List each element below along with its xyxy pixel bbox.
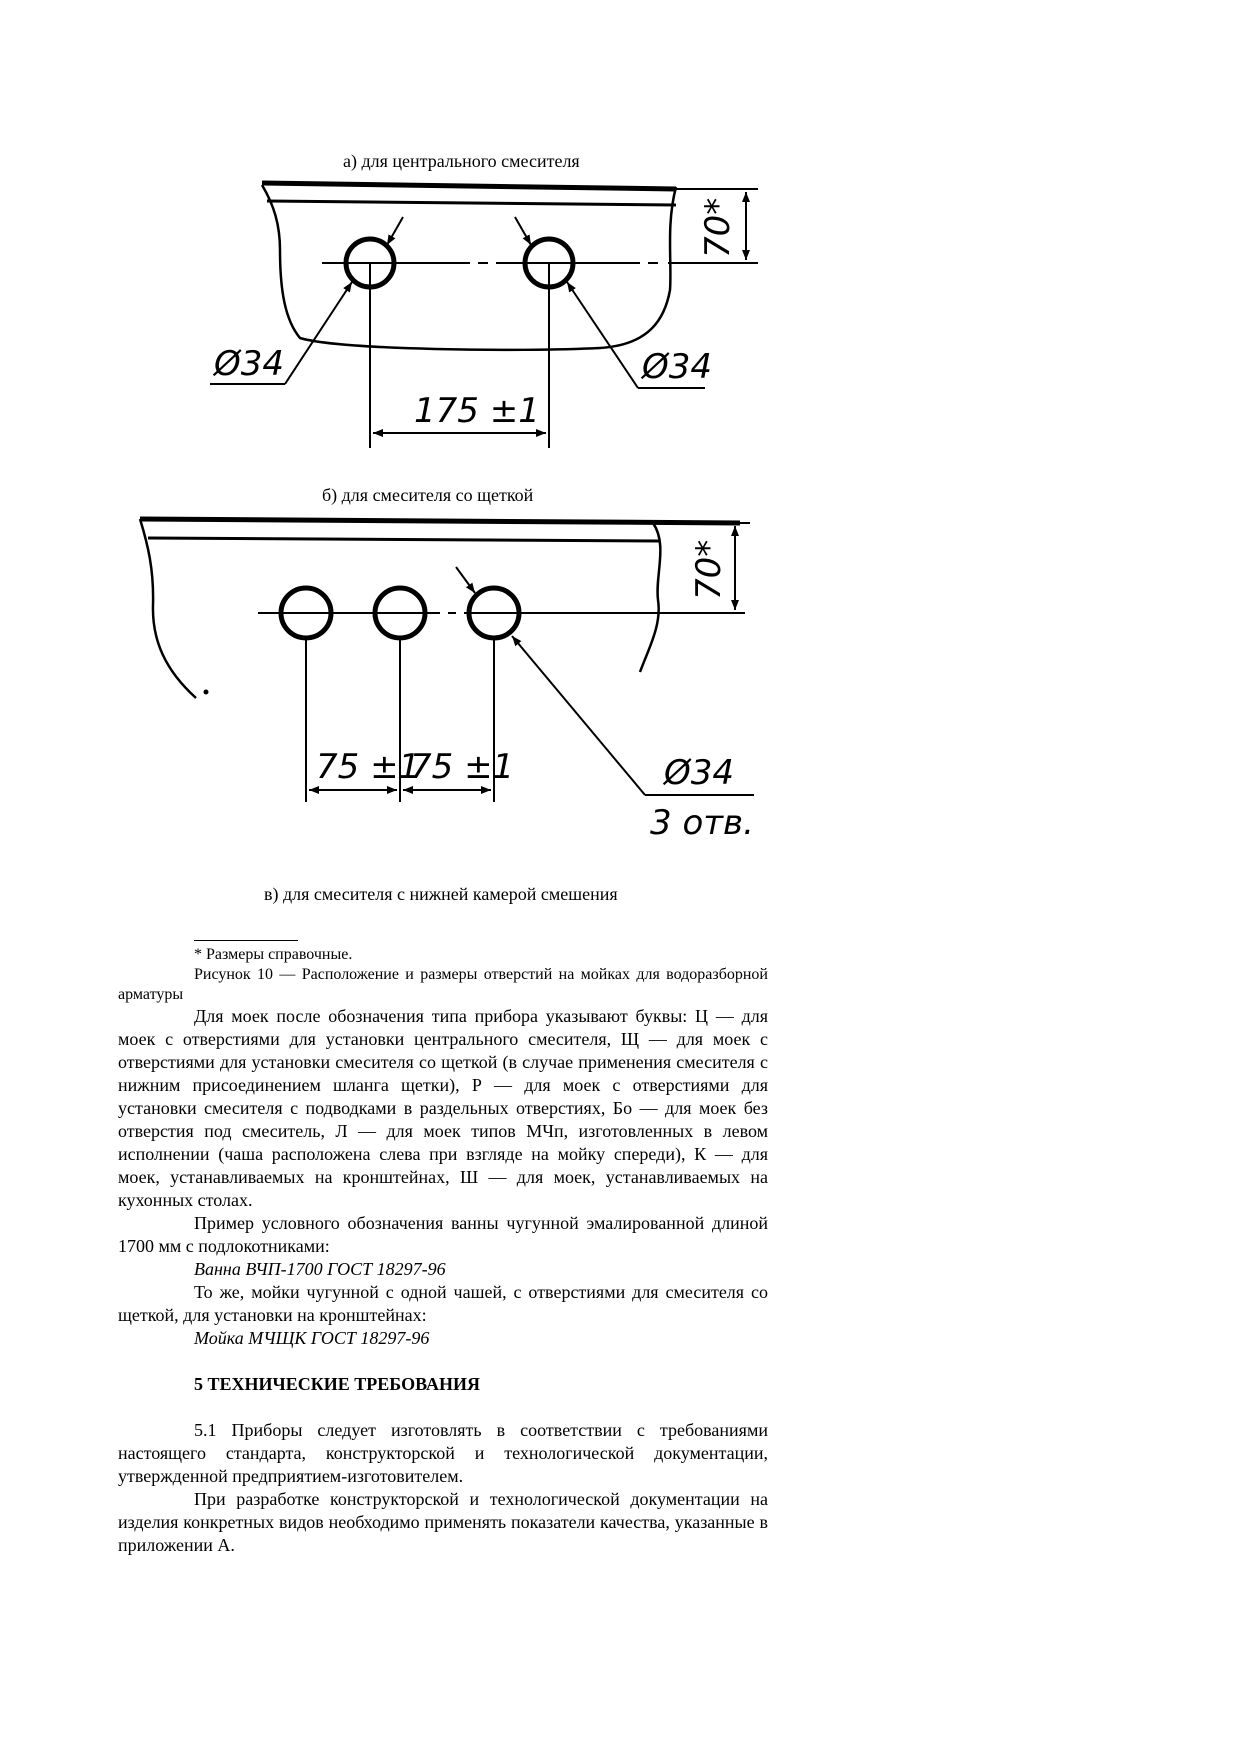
paragraph-letters: Для моек после обозначения типа прибора указывают буквы: Ц — для моек с отверстиями для установки центрального смесителя, Щ — для моек с отверстиями для установки смесителя со щеткой (в случае применения смесителя с нижним присоединением шланга щетки), Р — для моек с отверстиями для установки смесителя с подводками в раздельных отверстиях, Бо — для моек без отверстия под смеситель, Л — для моек типов МЧп, изготовленных в левом исполнении (чаша расположена слева при взгляде на мойку спереди), К — для моек, устанавливаемых на кронштейнах, Ш — для моек, устанавливаемых на кухонных столах.	[118, 1006, 768, 1210]
mounting-holes-drawing	[0, 0, 1240, 870]
height-label-b: 70*	[689, 539, 729, 600]
caption-a: а) для центрального смесителя	[343, 151, 580, 171]
example-sink: Мойка МЧЩК ГОСТ 18297-96	[194, 1328, 430, 1348]
section-paragraph-2: При разработке конструкторской и технологической документации на изделия конкретных видов необходимо применять показатели качества, указанные в приложении А.	[118, 1489, 768, 1555]
footnote-rule	[194, 940, 298, 941]
dot-mark-b	[204, 690, 209, 695]
holes-count-label-b: 3 отв.	[650, 803, 754, 843]
paragraph-example-sink: То же, мойки чугунной с одной чашей, с отверстиями для смесителя со щеткой, для установки на кронштейнах:	[118, 1282, 768, 1325]
diameter-label-right-a: Ø34	[642, 347, 713, 387]
sink-outline-b	[140, 519, 740, 698]
spacing-label-2-b: 75 ±1	[410, 747, 515, 787]
diagram-a	[210, 183, 758, 448]
caption-b: б) для смесителя со щеткой	[322, 485, 534, 505]
paragraph-example-intro: Пример условного обозначения ванны чугунной эмалированной длиной 1700 мм с подлокотниками:	[118, 1213, 768, 1256]
text-body	[118, 940, 768, 1557]
footnote: * Размеры справочные.	[194, 946, 353, 963]
spacing-label-a: 175 ±1	[414, 391, 540, 431]
section-heading: 5 ТЕХНИЧЕСКИЕ ТРЕБОВАНИЯ	[194, 1374, 480, 1394]
section-paragraph-1: 5.1 Приборы следует изготовлять в соответствии с требованиями настоящего стандарта, конструкторской и технологической документации, утвержденной предприятием-изготовителем.	[118, 1420, 768, 1486]
height-label-a: 70*	[698, 197, 738, 258]
spacing-label-1-b: 75 ±1	[316, 747, 421, 787]
diameter-label-b: Ø34	[664, 753, 735, 793]
example-bath: Ванна ВЧП-1700 ГОСТ 18297-96	[194, 1259, 446, 1279]
diameter-label-left-a: Ø34	[214, 344, 285, 384]
diagram-b	[140, 519, 754, 843]
figure-title: Рисунок 10 — Расположение и размеры отверстий на мойках для водоразборной арматуры	[118, 966, 768, 1003]
caption-c: в) для смесителя с нижней камерой смешения	[264, 884, 618, 904]
